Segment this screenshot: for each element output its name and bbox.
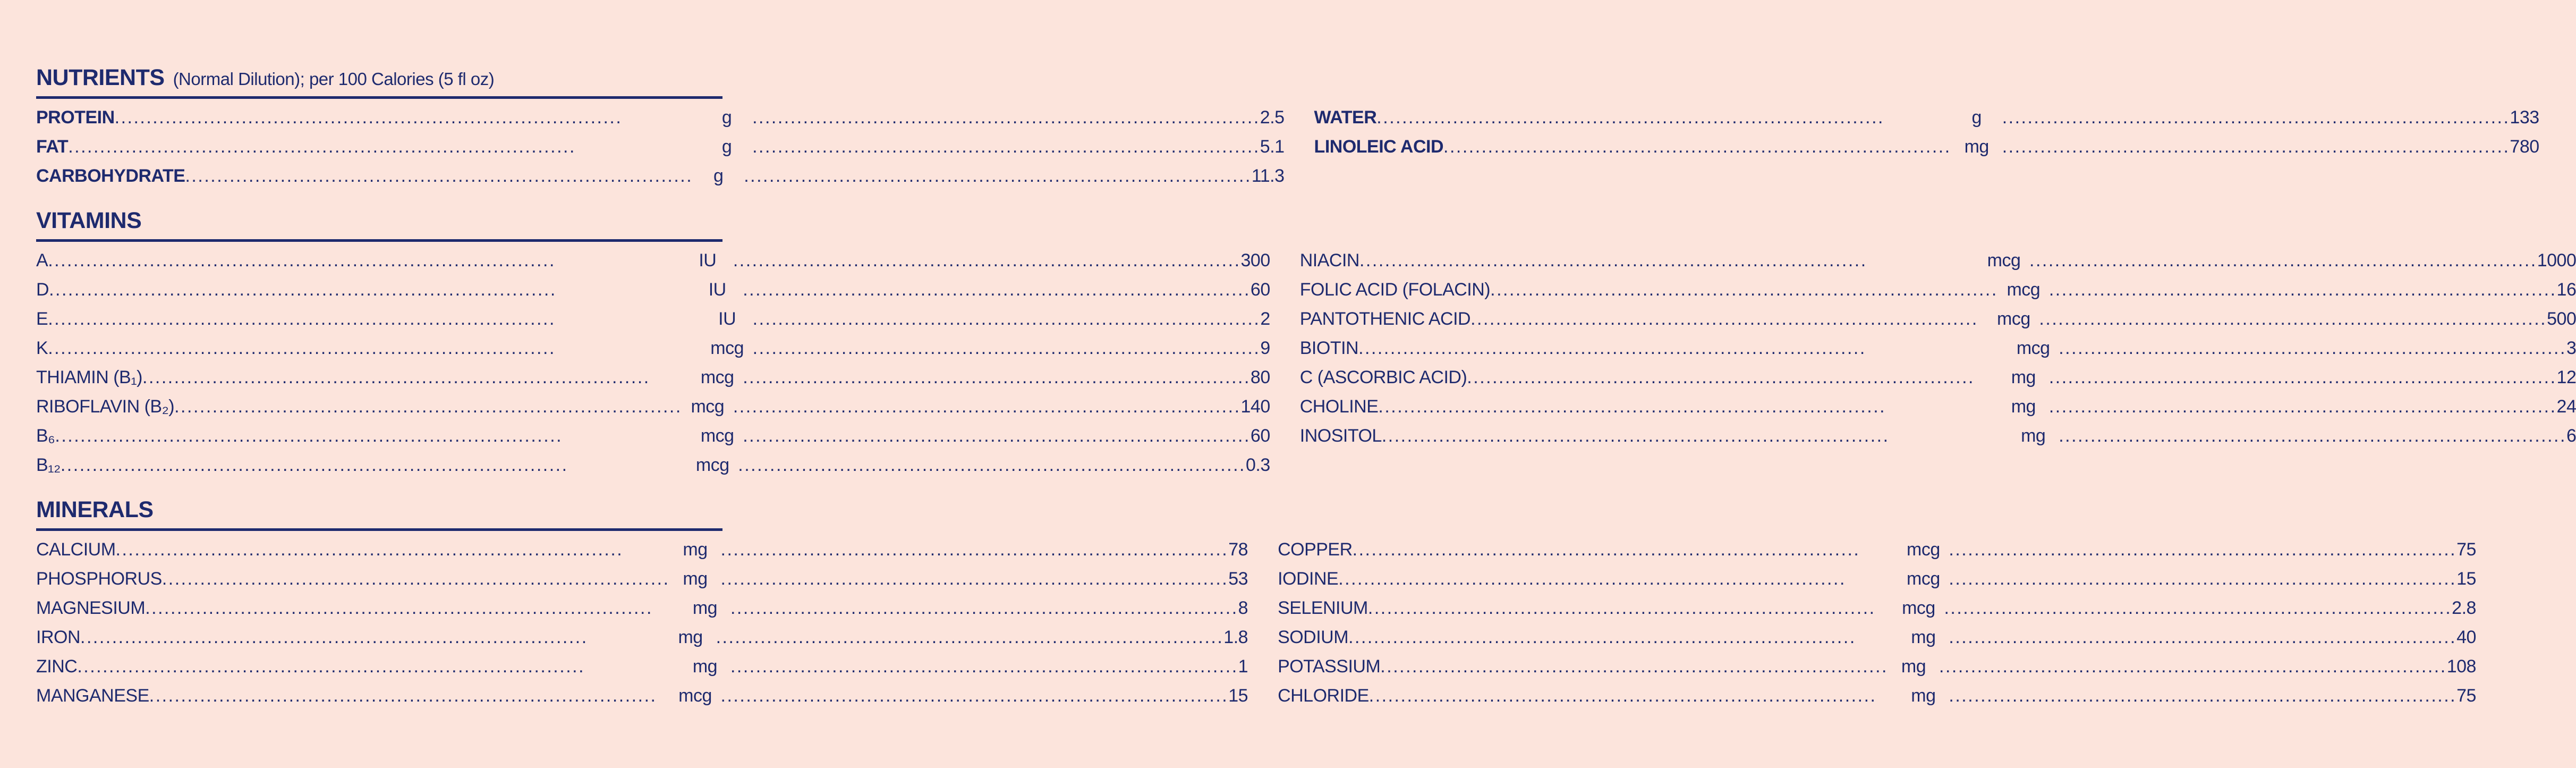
row-label: CARBOHYDRATE [36,166,185,186]
dot-leader [1949,681,2456,711]
dot-leader [721,564,1229,594]
row-value: 60 [1250,280,1270,300]
row-unit: g [1971,107,1982,128]
row-label: CALCIUM [36,539,116,560]
nutrient-row [36,681,1248,711]
row-label: LINOLEIC ACID [1314,137,1443,157]
dot-leader [2059,334,2566,363]
row-label: E [36,309,48,329]
dot-leader [1382,421,2008,451]
row-value: 2.8 [2452,598,2476,618]
dot-leader [49,275,692,305]
row-unit: mcg [695,455,729,475]
nutrient-row [1300,421,2576,451]
row-value: 2.5 [1260,107,1285,128]
row-label: INOSITOL [1299,426,1382,446]
row-tail [2049,363,2576,392]
row-unit: mg [678,627,703,647]
row-value: 15 [2456,569,2476,589]
dot-leader [1949,623,2456,652]
nutrient-row [36,594,1248,623]
row-tail [743,421,1270,451]
dot-leader [1949,535,2456,564]
dot-leader [61,451,687,480]
section-divider [36,528,722,531]
row-label: D [36,280,49,300]
row-label: SODIUM [1278,627,1349,647]
row-tail [752,132,1284,162]
nutrient-row [1278,535,2476,564]
row-label: ZINC [36,656,78,677]
nutrient-row [36,132,1285,162]
row-label: WATER [1314,107,1377,128]
nutrient-row [1300,275,2576,305]
dot-leader [743,275,1251,305]
nutrient-row [36,535,1248,564]
row-tail [1949,681,2476,711]
nutrient-row [1300,363,2576,392]
dot-leader [2049,275,2557,305]
row-unit: mcg [700,367,734,387]
row-unit: mg [1911,686,1936,706]
row-tail [1944,594,2476,623]
row-tail [2002,103,2539,132]
dot-leader [149,681,670,711]
row-label: NIACIN [1299,250,1359,271]
dot-leader [1380,652,1888,681]
dot-leader [1338,564,1898,594]
row-unit: mcg [1907,569,1940,589]
row-unit: IU [718,309,736,329]
section-minerals [36,497,2476,711]
row-label: IODINE [1278,569,1339,589]
row-value: 16 [2556,280,2576,300]
nutrient-row [1314,103,2539,132]
dot-leader [77,652,679,681]
nutrient-row [1278,623,2476,652]
dot-leader [721,681,1229,711]
row-tail [730,652,1248,681]
row-tail [738,451,1270,480]
row-value: 300 [1240,250,1270,271]
nutrient-row [1300,246,2576,275]
dot-leader [1368,594,1893,623]
row-label: CHOLINE [1299,396,1379,417]
nutrient-row [36,162,1285,191]
row-tail [752,103,1284,132]
row-label: PANTOTHENIC ACID [1299,309,1471,329]
row-unit: mg [1911,627,1936,647]
minerals-column-left [36,535,1248,711]
row-value: 8 [1238,598,1248,618]
row-tail [2059,334,2576,363]
row-label: PHOSPHORUS [36,569,162,589]
vitamins-column-left [36,246,1270,480]
nutrients-columns [36,103,2539,191]
row-label: FOLIC ACID (FOLACIN) [1299,280,1491,300]
dot-leader [2059,421,2566,451]
row-label: C (ASCORBIC ACID) [1299,367,1467,387]
row-value: 11.3 [1251,166,1285,186]
row-tail [2002,132,2539,162]
row-unit: mg [692,598,718,618]
row-tail [2049,392,2576,421]
dot-leader [162,564,670,594]
nutrient-row [36,246,1270,275]
dot-leader [1353,535,1898,564]
nutrient-row [36,623,1248,652]
vitamins-column-right [1300,246,2576,451]
dot-leader [1490,275,1998,305]
minerals-columns [36,535,2476,711]
row-value: 1 [1238,656,1248,677]
nutrients-column-left [36,103,1285,191]
dot-leader [1470,305,1988,334]
dot-leader [48,334,701,363]
dot-leader [1358,334,2008,363]
row-tail [721,535,1248,564]
row-value: 78 [1228,539,1248,560]
row-value: 75 [2456,686,2476,706]
row-value: 60 [1250,426,1270,446]
nutrient-row [36,451,1270,480]
row-unit: mcg [691,396,725,417]
nutrient-row [36,334,1270,363]
dot-leader [744,162,1252,191]
row-value: 15 [1228,686,1248,706]
row-label: CHLORIDE [1278,686,1369,706]
row-tail [733,392,1270,421]
nutrient-row [1300,334,2576,363]
row-unit: mg [692,656,718,677]
row-tail [1949,564,2476,594]
row-value: 24 [2556,396,2576,417]
row-unit: mcg [678,686,712,706]
nutrient-row [36,652,1248,681]
nutrient-row [1278,681,2476,711]
row-unit: mg [1901,656,1926,677]
row-label: MANGANESE [36,686,149,706]
row-label: RIBOFLAVIN (B₂) [36,396,175,417]
row-unit: mg [683,569,708,589]
section-nutrients-header [36,65,722,91]
dot-leader [753,334,1261,363]
row-label: K [36,338,48,358]
minerals-column-right [1278,535,2476,711]
section-vitamins [36,208,2576,480]
nutrient-row [36,363,1270,392]
row-value: 5.1 [1260,137,1285,157]
nutrient-row [36,564,1248,594]
row-unit: IU [708,280,726,300]
row-unit: mcg [1997,309,2030,329]
dot-leader [743,421,1251,451]
row-unit: IU [699,250,717,271]
row-unit: mg [683,539,708,560]
nutrient-row [36,275,1270,305]
nutrient-row [1278,594,2476,623]
dot-leader [48,305,701,334]
dot-leader [116,535,670,564]
row-tail [721,564,1248,594]
row-label: IRON [36,627,80,647]
nutrient-row [36,392,1270,421]
nutrient-row [36,103,1285,132]
row-tail [1949,623,2476,652]
row-label: POTASSIUM [1278,656,1381,677]
row-value: 80 [1250,367,1270,387]
row-tail [753,334,1270,363]
row-tail [1939,652,2476,681]
dot-leader [80,623,665,652]
row-unit: mg [2011,396,2036,417]
row-tail [721,681,1248,711]
row-value: 0.3 [1245,455,1270,475]
row-unit: mg [2011,367,2036,387]
row-unit: mg [1964,137,1989,157]
dot-leader [721,535,1229,564]
row-tail [743,363,1270,392]
dot-leader [115,103,701,132]
row-label: COPPER [1278,539,1353,560]
row-unit: mcg [700,426,734,446]
row-label: THIAMIN (B₁) [36,367,143,387]
dot-leader [185,162,693,191]
row-unit: mcg [2016,338,2050,358]
dot-leader [2029,246,2537,275]
row-label: FAT [36,137,69,157]
row-unit: g [713,166,724,186]
row-label: PROTEIN [36,107,115,128]
dot-leader [1359,246,1978,275]
section-nutrients-subtitle: (Normal Dilution); per 100 Calories (5 fl oz) [173,69,495,89]
dot-leader [1939,652,2447,681]
dot-leader [733,246,1241,275]
dot-leader [55,421,692,451]
row-label: SELENIUM [1278,598,1368,618]
dot-leader [753,305,1261,334]
dot-leader [752,132,1260,162]
section-vitamins-title: VITAMINS [36,208,142,233]
row-label: MAGNESIUM [36,598,146,618]
dot-leader [1348,623,1898,652]
section-nutrients-title: NUTRIENTS [36,65,165,90]
vitamins-columns [36,246,2576,480]
row-tail [716,623,1248,652]
row-value: 108 [2446,656,2476,677]
dot-leader [1369,681,1898,711]
row-value: 500 [2547,309,2576,329]
row-label: B₆ [36,426,55,446]
row-value: 133 [2510,107,2539,128]
nutrient-row [1314,132,2539,162]
row-unit: mg [2021,426,2046,446]
dot-leader [1443,132,1951,162]
section-minerals-title: MINERALS [36,497,154,522]
row-value: 6 [2566,426,2576,446]
row-tail [2039,305,2576,334]
nutrient-row [1300,392,2576,421]
dot-leader [752,103,1260,132]
dot-leader [738,451,1246,480]
row-tail [744,162,1284,191]
nutrient-row [1300,305,2576,334]
dot-leader [1376,103,1951,132]
section-minerals-header [36,497,722,523]
row-tail [2049,275,2576,305]
dot-leader [48,246,682,275]
row-label: A [36,250,48,271]
row-tail [753,305,1270,334]
dot-leader [2049,392,2557,421]
row-unit: mcg [2007,280,2041,300]
dot-leader [142,363,692,392]
row-label: B₁₂ [36,455,61,475]
dot-leader [1467,363,1998,392]
row-label: BIOTIN [1299,338,1359,358]
row-value: 75 [2456,539,2476,560]
dot-leader [2039,305,2547,334]
section-nutrients [36,65,2539,191]
nutrient-row [1278,564,2476,594]
dot-leader [145,594,679,623]
row-tail [2029,246,2576,275]
nutrition-label [36,65,2576,711]
dot-leader [743,363,1251,392]
section-divider [36,96,722,99]
row-unit: mcg [710,338,744,358]
section-divider [36,239,722,242]
row-unit: g [721,137,732,157]
row-unit: mcg [1902,598,1935,618]
dot-leader [2002,103,2510,132]
row-value: 1000 [2537,250,2576,271]
nutrients-column-right [1314,103,2539,162]
row-unit: mcg [1987,250,2021,271]
row-tail [2059,421,2576,451]
dot-leader [1949,564,2456,594]
dot-leader [730,594,1238,623]
dot-leader [68,132,701,162]
row-value: 780 [2510,137,2539,157]
dot-leader [2002,132,2510,162]
nutrient-row [36,305,1270,334]
row-value: 40 [2456,627,2476,647]
dot-leader [1944,594,2452,623]
row-tail [743,275,1270,305]
row-tail [733,246,1270,275]
dot-leader [2049,363,2557,392]
row-unit: g [721,107,732,128]
row-value: 9 [1260,338,1270,358]
row-value: 53 [1228,569,1248,589]
row-value: 2 [1260,309,1270,329]
section-vitamins-header [36,208,722,234]
dot-leader [174,392,682,421]
row-value: 140 [1240,396,1270,417]
nutrient-row [36,421,1270,451]
row-value: 12 [2556,367,2576,387]
row-value: 3 [2566,338,2576,358]
row-unit: mcg [1907,539,1940,560]
row-tail [1949,535,2476,564]
dot-leader [733,392,1241,421]
dot-leader [1378,392,1997,421]
row-tail [730,594,1248,623]
dot-leader [716,623,1224,652]
nutrient-row [1278,652,2476,681]
dot-leader [730,652,1238,681]
row-value: 1.8 [1223,627,1248,647]
